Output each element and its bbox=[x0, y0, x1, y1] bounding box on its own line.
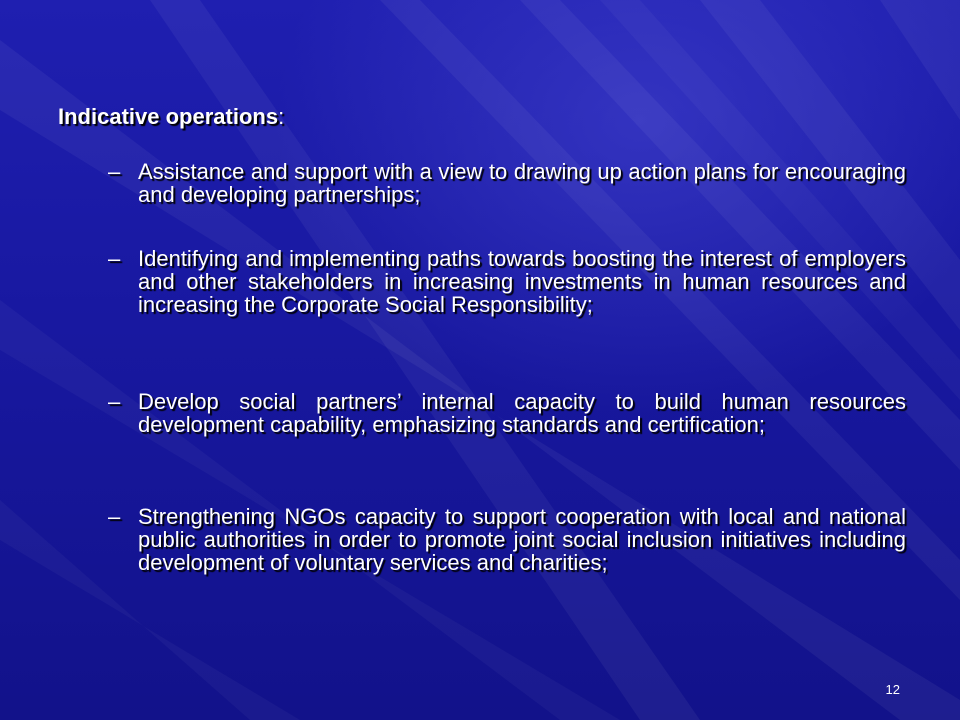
list-item bbox=[108, 390, 906, 436]
page-number: 12 bbox=[885, 682, 900, 697]
slide-heading bbox=[58, 104, 284, 130]
list-item-text: Strengthening NGOs capacity to support cooperation with local and national public authorities in order to promote joint social inclusion initiatives including development of voluntary services and charities; bbox=[138, 504, 906, 575]
bullet-dash: – bbox=[108, 159, 121, 184]
bullet-dash: – bbox=[108, 246, 121, 271]
list-item-text: Identifying and implementing paths towards boosting the interest of employers and other stakeholders in increasing investments in human resources and increasing the Corporate Social Responsibility; bbox=[138, 246, 906, 317]
heading-colon: : bbox=[278, 104, 285, 129]
list-item-text: Develop social partners’ internal capacity to build human resources development capability, emphasizing standards and certification; bbox=[138, 389, 906, 437]
bullet-dash: – bbox=[108, 504, 121, 529]
list-item bbox=[108, 505, 906, 574]
bullet-dash: – bbox=[108, 389, 121, 414]
list-item bbox=[108, 247, 906, 316]
heading-text: Indicative operations bbox=[58, 104, 279, 129]
list-item bbox=[108, 160, 906, 206]
list-item-text: Assistance and support with a view to drawing up action plans for encouraging and developing partnerships; bbox=[138, 159, 906, 207]
